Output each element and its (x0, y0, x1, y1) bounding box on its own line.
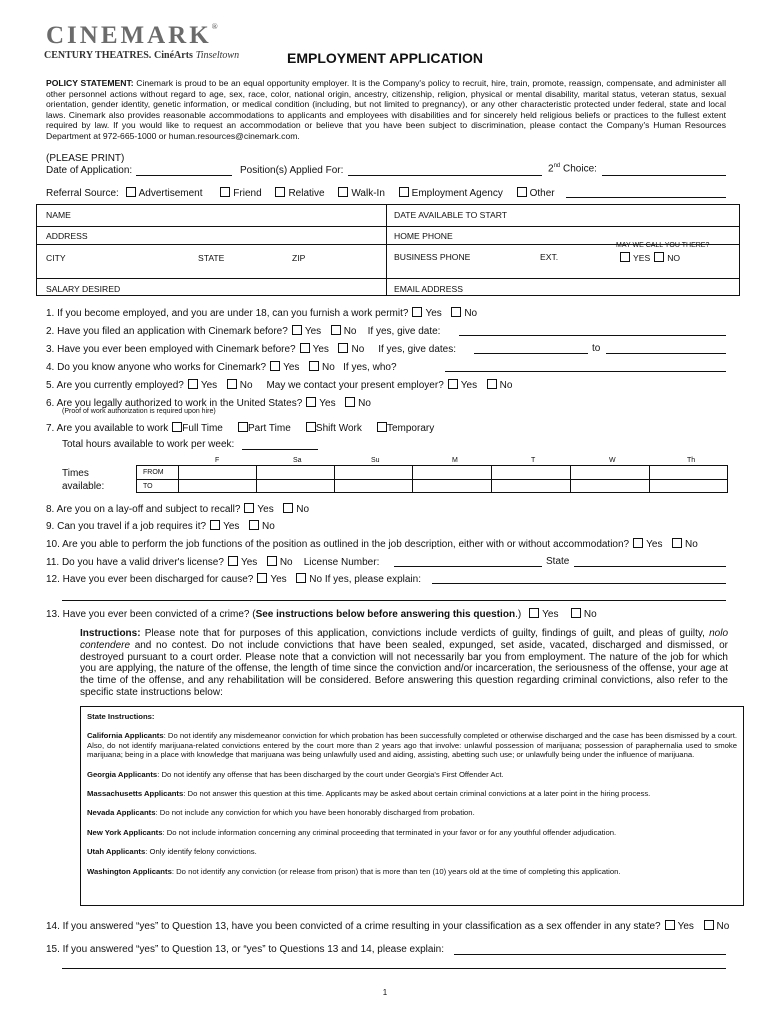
question-14: 14. If you answered “yes” to Question 13, have you been convicted of a crime resulting in your classification as a sex offender in any state? Yes No (46, 921, 730, 932)
available-label: available: (62, 481, 105, 492)
state-field[interactable]: STATE (198, 253, 225, 263)
q9-yes-checkbox[interactable] (210, 520, 220, 530)
q4-yes-checkbox[interactable] (270, 361, 280, 371)
q10-no-checkbox[interactable] (672, 538, 682, 548)
hours-per-week-field[interactable] (242, 449, 318, 450)
license-state-field[interactable] (574, 566, 726, 567)
q13-no-checkbox[interactable] (571, 608, 581, 618)
ext-field[interactable]: EXT. (540, 252, 559, 262)
advertisement-checkbox[interactable] (126, 187, 136, 197)
shift-work-checkbox[interactable] (306, 422, 316, 432)
business-phone-field[interactable]: BUSINESS PHONE (394, 252, 471, 262)
question-12: 12. Have you ever been discharged for cause? Yes No If yes, please explain: (46, 574, 421, 585)
second-choice-label: 2nd Choice: (548, 163, 597, 175)
question-7: 7. Are you available to work Full Time Part Time Shift Work Temporary (46, 423, 435, 434)
city-field[interactable]: CITY (46, 253, 66, 263)
q15-explain-line-2[interactable] (62, 968, 726, 969)
q3-yes-checkbox[interactable] (300, 343, 310, 353)
q5-no-checkbox[interactable] (227, 379, 237, 389)
q8-no-checkbox[interactable] (283, 503, 293, 513)
q1-no-checkbox[interactable] (451, 307, 461, 317)
nevada-instructions: Nevada Applicants: Do not include any conviction for which you have been honorably discharged from probation. (87, 808, 475, 818)
q12-yes-checkbox[interactable] (257, 573, 267, 583)
other-referral-field[interactable] (566, 197, 726, 198)
q3-from-field[interactable] (474, 353, 588, 354)
zip-field[interactable]: ZIP (292, 253, 306, 263)
date-of-application-label: Date of Application: (46, 165, 133, 176)
q4-no-checkbox[interactable] (309, 361, 319, 371)
instructions-text: Instructions: Please note that for purposes of this application, convictions include verdicts of guilty, findings of guilt, and pleas of guilty, nolo contendere and no contest. Do not include convictions that have been sealed, expunged, set aside, vacated, discharged and dismissed, or destroyed pursuant to a court order. Please note that a conviction will not necessarily bar you from employment. The nature of the job for which you are applying, the nature of the offense, the length of time since the conviction and/or incarceration, the seriousness of the offense, your age at the time of the offense, and any rehabilitation will be considered. Before answering this question regarding criminal convictions, also refer to the specific state instructions below: (80, 628, 728, 698)
day-monday: M (452, 457, 458, 464)
q13-yes-checkbox[interactable] (529, 608, 539, 618)
q2-date-field[interactable] (459, 335, 726, 336)
question-6: 6. Are you legally authorized to work in the United States? Yes No (46, 398, 371, 409)
call-no-checkbox[interactable] (654, 252, 664, 262)
may-we-call-options: YES NO (620, 252, 680, 263)
date-of-application-field[interactable] (136, 175, 232, 176)
question-11: 11. Do you have a valid driver's license? Yes No License Number: (46, 557, 380, 568)
question-10: 10. Are you able to perform the job functions of the position as outlined in the job description, either with or without accommodation? Yes No (46, 539, 698, 550)
day-tuesday: T (531, 457, 536, 464)
question-8: 8. Are you on a lay-off and subject to recall? Yes No (46, 504, 310, 515)
full-time-checkbox[interactable] (172, 422, 182, 432)
question-2: 2. Have you filed an application with Cinemark before? Yes No If yes, give date: (46, 326, 441, 337)
q8-yes-checkbox[interactable] (244, 503, 254, 513)
q3-to-label: to (592, 343, 601, 354)
question-9: 9. Can you travel if a job requires it? Yes No (46, 521, 275, 532)
policy-statement: POLICY STATEMENT: Cinemark is proud to be an equal opportunity employer. It is the Company's policy to recruit, hire, train, promote, reassign, compensate, and administer all other personnel actions without regard to age, sex, race, color, national origin, ancestry, citizenship, religion, physical or mental disability, marital status, veteran status, sexual orientation, gender identity, genetic information, or medical condition (including, but not limited to pregnancy), or any other characteristic protected under federal, state and local laws. Cinemark also provides reasonable accommodations to applicants and employees with disabilities and for sincerely held religious beliefs or practices to the fullest extent required by law. If you would like to request an accommodation or believe that you have been subject to discrimination, please contact the Company's Human Resources Department at 972-665-1000 or human.resources@cinemark.com. (46, 78, 726, 141)
utah-instructions: Utah Applicants: Only identify felony convictions. (87, 847, 257, 857)
license-number-field[interactable] (394, 566, 542, 567)
massachusetts-instructions: Massachusetts Applicants: Do not answer this question at this time. Applicants may be asked about certain criminal convictions at a later point in the hiring process. (87, 789, 651, 799)
q5-contact-yes-checkbox[interactable] (448, 379, 458, 389)
salary-field[interactable]: SALARY DESIRED (46, 284, 121, 294)
q12-no-checkbox[interactable] (296, 573, 306, 583)
relative-checkbox[interactable] (275, 187, 285, 197)
new-york-instructions: New York Applicants: Do not include information concerning any criminal proceeding that terminated in your favor or for any youthful offender adjudication. (87, 827, 617, 837)
state-instructions-box: State Instructions: California Applicants: Do not identify any misdemeanor conviction for which probation has been successfully completed or otherwise discharged and the case has been dismissed by a court. Also, do not identify marijuana-related convictions entered by the court more than 2 years ago that involve: unlawful possession of marijuana; possession of paraphernalia used to smoke marijuana; being in a place with knowledge that marijuana was being unlawfully used and aiding, assisting, abetting such use; or unlawfully being under the influence of marijuana. Georgia Applicants: Do not identify any offense that has been discharged by the court under Georgia's First Offender Act. Massachusetts Applicants: Do not answer this question at this time. Applicants may be asked about certain criminal convictions at a later point in the hiring process. Nevada Applicants: Do not include any conviction for which you have been honorably discharged from probation. New York Applicants: Do not include information concerning any criminal proceeding that terminated in your favor or for any youthful offender adjudication. Utah Applicants: Only identify felony convictions. Washington Applicants: Do not identify any conviction (or release from prison) that is more than ten (10) years old at the time of completing this application. (80, 706, 744, 906)
q2-no-checkbox[interactable] (331, 325, 341, 335)
q5-yes-checkbox[interactable] (188, 379, 198, 389)
may-we-call-label: MAY WE CALL YOU THERE? (616, 242, 710, 249)
position-field[interactable] (348, 175, 542, 176)
question-13: 13. Have you ever been convicted of a crime? (See instructions below before answering this question.) Yes No (46, 609, 597, 620)
q6-no-checkbox[interactable] (345, 397, 355, 407)
date-available-field[interactable]: DATE AVAILABLE TO START (394, 210, 508, 220)
page-title: EMPLOYMENT APPLICATION (287, 50, 483, 66)
washington-instructions: Washington Applicants: Do not identify any conviction (or release from prison) that is more than ten (10) years old at the time of completing this application. (87, 866, 621, 876)
day-saturday: Sa (293, 457, 302, 464)
q11-no-checkbox[interactable] (267, 556, 277, 566)
day-thursday: Th (687, 457, 696, 464)
please-print: (PLEASE PRINT) (46, 153, 125, 164)
second-choice-field[interactable] (602, 175, 726, 176)
to-label: TO (143, 483, 153, 490)
q10-yes-checkbox[interactable] (633, 538, 643, 548)
q12-explain-field[interactable] (432, 583, 726, 584)
referral-source: Referral Source: Advertisement Friend Relative Walk-In Employment Agency Other (46, 188, 555, 199)
q14-yes-checkbox[interactable] (665, 920, 675, 930)
question-15: 15. If you answered “yes” to Question 13, or “yes” to Questions 13 and 14, please explain: (46, 944, 445, 955)
q15-explain-field[interactable] (454, 954, 726, 955)
applicant-info-grid (36, 204, 740, 296)
from-label: FROM (143, 469, 164, 476)
question-5: 5. Are you currently employed? Yes No May we contact your present employer? Yes No (46, 380, 513, 391)
position-label: Position(s) Applied For: (240, 165, 344, 176)
q3-to-field[interactable] (606, 353, 726, 354)
other-checkbox[interactable] (517, 187, 527, 197)
georgia-instructions: Georgia Applicants: Do not identify any offense that has been discharged by the court under Georgia's First Offender Act. (87, 769, 504, 779)
cinemark-logo: CINEMARK® (46, 22, 218, 49)
q3-no-checkbox[interactable] (338, 343, 348, 353)
q9-no-checkbox[interactable] (249, 520, 259, 530)
friend-checkbox[interactable] (220, 187, 230, 197)
q5-contact-no-checkbox[interactable] (487, 379, 497, 389)
logo-brands: CENTURY THEATRES. CinéArts Tinseltown (44, 50, 240, 61)
question-3: 3. Have you ever been employed with Cinemark before? Yes No If yes, give dates: (46, 344, 457, 355)
times-label: Times (62, 468, 89, 479)
address-field[interactable]: ADDRESS (46, 231, 88, 241)
q2-yes-checkbox[interactable] (292, 325, 302, 335)
q6-yes-checkbox[interactable] (306, 397, 316, 407)
q14-no-checkbox[interactable] (704, 920, 714, 930)
page-number: 1 (382, 988, 388, 997)
question-4: 4. Do you know anyone who works for Cinemark? Yes No If yes, who? (46, 362, 397, 373)
question-1: 1. If you become employed, and you are under 18, can you furnish a work permit? Yes No (46, 308, 478, 319)
q12-explain-line-2[interactable] (62, 600, 726, 601)
q11-yes-checkbox[interactable] (228, 556, 238, 566)
part-time-checkbox[interactable] (238, 422, 248, 432)
hours-per-week-label: Total hours available to work per week: (62, 439, 235, 450)
day-wednesday: W (609, 457, 616, 464)
employment-agency-checkbox[interactable] (399, 187, 409, 197)
california-instructions: California Applicants: Do not identify any misdemeanor conviction for which probation has been successfully completed or otherwise discharged and the case has been dismissed by a court. Also, do not identify marijuana-related convictions entered by the court more than 2 years ago that involve: unlawful possession of marijuana; possession of paraphernalia used to smoke marijuana; being in a place with knowledge that marijuana was being unlawfully used and aiding, assisting, abetting such use; or unlawfully being under the influence of marijuana. (87, 731, 738, 760)
q6-note: (Proof of work authorization is required upon hire) (62, 408, 216, 415)
q4-who-field[interactable] (445, 371, 726, 372)
name-field[interactable]: NAME (46, 210, 71, 220)
day-sunday: Su (371, 457, 380, 464)
day-friday: F (215, 457, 220, 464)
temporary-checkbox[interactable] (377, 422, 387, 432)
walk-in-checkbox[interactable] (338, 187, 348, 197)
q1-yes-checkbox[interactable] (412, 307, 422, 317)
call-yes-checkbox[interactable] (620, 252, 630, 262)
license-state-label: State (546, 556, 570, 567)
email-field[interactable]: EMAIL ADDRESS (394, 284, 463, 294)
home-phone-field[interactable]: HOME PHONE (394, 231, 453, 241)
